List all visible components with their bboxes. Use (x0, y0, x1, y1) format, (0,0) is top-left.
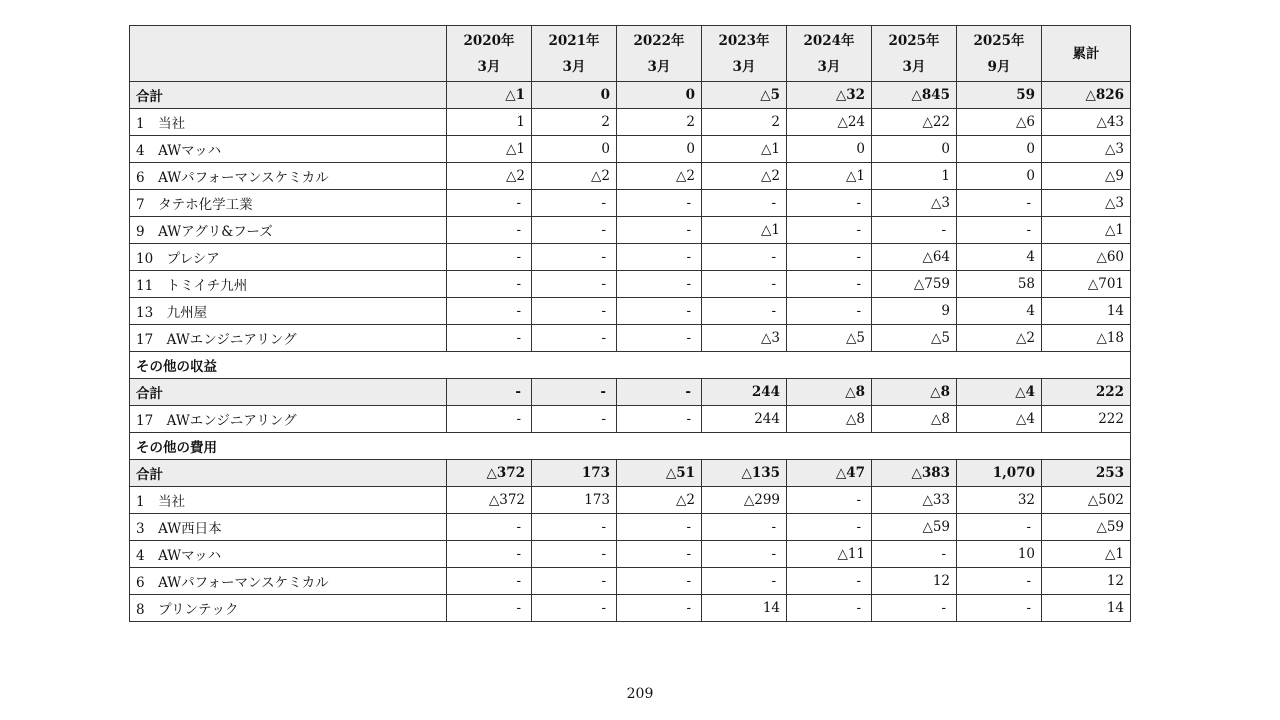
value-cell: - (872, 541, 957, 568)
row-label: 4 AWマッハ (130, 541, 447, 568)
value-cell: - (617, 568, 702, 595)
value-cell: △2 (957, 325, 1042, 352)
header-month: 9月 (987, 58, 1011, 75)
value-cell: - (787, 271, 872, 298)
value-cell: - (787, 190, 872, 217)
value-cell: △299 (702, 487, 787, 514)
value-cell: △3 (702, 325, 787, 352)
value-cell: △383 (872, 460, 957, 487)
value-cell: - (447, 298, 532, 325)
value-cell: - (787, 217, 872, 244)
value-cell: - (787, 244, 872, 271)
value-cell: 0 (957, 136, 1042, 163)
value-cell: - (532, 406, 617, 433)
value-cell: △8 (872, 406, 957, 433)
value-cell: △47 (787, 460, 872, 487)
value-cell: - (617, 595, 702, 622)
value-cell: △1 (702, 217, 787, 244)
subtotal-row (130, 460, 1131, 487)
header-year: 2022年 (633, 32, 685, 49)
value-cell: △5 (787, 325, 872, 352)
value-cell: △845 (872, 82, 957, 109)
header-row (130, 26, 1131, 82)
value-cell: - (447, 217, 532, 244)
value-cell: - (702, 244, 787, 271)
value-cell: △1 (447, 82, 532, 109)
value-cell: 1 (447, 109, 532, 136)
table-row (130, 109, 1131, 136)
row-label: 合計 (130, 379, 447, 406)
value-cell: 9 (872, 298, 957, 325)
value-cell: - (532, 244, 617, 271)
table-row (130, 190, 1131, 217)
table-row (130, 271, 1131, 298)
row-label: 1 当社 (130, 109, 447, 136)
row-label: 11 トミイチ九州 (130, 271, 447, 298)
value-cell: - (532, 541, 617, 568)
value-cell: 1 (872, 163, 957, 190)
value-cell: - (447, 541, 532, 568)
value-cell: △2 (617, 163, 702, 190)
value-cell: △43 (1042, 109, 1131, 136)
table-row (130, 568, 1131, 595)
value-cell: - (617, 190, 702, 217)
value-cell: - (617, 325, 702, 352)
value-cell: 58 (957, 271, 1042, 298)
value-cell: - (702, 190, 787, 217)
header-column (957, 26, 1042, 82)
value-cell: 10 (957, 541, 1042, 568)
row-label: 13 九州屋 (130, 298, 447, 325)
value-cell: - (532, 271, 617, 298)
value-cell: △33 (872, 487, 957, 514)
value-cell: - (447, 244, 532, 271)
value-cell: - (872, 595, 957, 622)
value-cell: - (532, 298, 617, 325)
value-cell: △1 (702, 136, 787, 163)
value-cell: 14 (1042, 298, 1131, 325)
data-table (129, 25, 1131, 622)
value-cell: 0 (787, 136, 872, 163)
value-cell: - (702, 298, 787, 325)
header-month: 3月 (902, 58, 926, 75)
value-cell: 173 (532, 460, 617, 487)
value-cell: - (532, 217, 617, 244)
value-cell: - (957, 190, 1042, 217)
value-cell: △3 (1042, 190, 1131, 217)
value-cell: - (532, 325, 617, 352)
value-cell: - (447, 190, 532, 217)
value-cell: △135 (702, 460, 787, 487)
table-row (130, 298, 1131, 325)
value-cell: △1 (787, 163, 872, 190)
value-cell: △826 (1042, 82, 1131, 109)
value-cell: - (957, 568, 1042, 595)
value-cell: - (447, 379, 532, 406)
header-column (617, 26, 702, 82)
value-cell: - (447, 568, 532, 595)
value-cell: 244 (702, 406, 787, 433)
value-cell: △1 (1042, 541, 1131, 568)
table-row (130, 217, 1131, 244)
value-cell: △11 (787, 541, 872, 568)
value-cell: - (617, 541, 702, 568)
value-cell: △1 (1042, 217, 1131, 244)
value-cell: 12 (872, 568, 957, 595)
value-cell: - (532, 568, 617, 595)
value-cell: △5 (702, 82, 787, 109)
row-label: 合計 (130, 82, 447, 109)
value-cell: 0 (617, 82, 702, 109)
header-year: 2023年 (718, 32, 770, 49)
row-label: 1 当社 (130, 487, 447, 514)
row-label: 6 AWパフォーマンスケミカル (130, 163, 447, 190)
value-cell: △1 (447, 136, 532, 163)
header-month: 3月 (562, 58, 586, 75)
header-month: 3月 (817, 58, 841, 75)
value-cell: 0 (617, 136, 702, 163)
value-cell: - (617, 514, 702, 541)
value-cell: △3 (1042, 136, 1131, 163)
header-month: 3月 (647, 58, 671, 75)
table-row (130, 136, 1131, 163)
value-cell: - (532, 595, 617, 622)
value-cell: - (702, 271, 787, 298)
table-row (130, 325, 1131, 352)
value-cell: △502 (1042, 487, 1131, 514)
value-cell: 59 (957, 82, 1042, 109)
value-cell: △22 (872, 109, 957, 136)
value-cell: △2 (447, 163, 532, 190)
table-row (130, 514, 1131, 541)
value-cell: △2 (702, 163, 787, 190)
header-column (532, 26, 617, 82)
value-cell: 244 (702, 379, 787, 406)
value-cell: △372 (447, 460, 532, 487)
subtotal-row (130, 82, 1131, 109)
value-cell: - (617, 217, 702, 244)
header-year: 2024年 (803, 32, 855, 49)
value-cell: - (957, 595, 1042, 622)
header-total: 累計 (1042, 26, 1131, 82)
table-body (130, 82, 1131, 622)
value-cell: - (702, 541, 787, 568)
header-month: 3月 (477, 58, 501, 75)
header-column (787, 26, 872, 82)
value-cell: 1,070 (957, 460, 1042, 487)
value-cell: △4 (957, 379, 1042, 406)
value-cell: - (447, 595, 532, 622)
header-label-cell (130, 26, 447, 82)
value-cell: 2 (702, 109, 787, 136)
header-year: 2021年 (548, 32, 600, 49)
table-row (130, 595, 1131, 622)
value-cell: - (447, 514, 532, 541)
value-cell: - (957, 217, 1042, 244)
value-cell: - (872, 217, 957, 244)
header-column (447, 26, 532, 82)
row-label: 10 プレシア (130, 244, 447, 271)
value-cell: - (617, 406, 702, 433)
value-cell: - (787, 595, 872, 622)
value-cell: △759 (872, 271, 957, 298)
value-cell: - (532, 379, 617, 406)
row-label: その他の収益 (130, 352, 1131, 379)
row-label: 4 AWマッハ (130, 136, 447, 163)
value-cell: △5 (872, 325, 957, 352)
header-column (872, 26, 957, 82)
row-label: 8 プリンテック (130, 595, 447, 622)
section-row (130, 433, 1131, 460)
value-cell: 4 (957, 298, 1042, 325)
row-label: 7 タテホ化学工業 (130, 190, 447, 217)
value-cell: - (787, 298, 872, 325)
table-row (130, 163, 1131, 190)
value-cell: 4 (957, 244, 1042, 271)
value-cell: △701 (1042, 271, 1131, 298)
value-cell: 0 (532, 136, 617, 163)
value-cell: - (447, 271, 532, 298)
value-cell: - (447, 325, 532, 352)
table-row (130, 541, 1131, 568)
value-cell: △9 (1042, 163, 1131, 190)
header-month: 3月 (732, 58, 756, 75)
table-row (130, 406, 1131, 433)
value-cell: △4 (957, 406, 1042, 433)
row-label: 17 AWエンジニアリング (130, 325, 447, 352)
value-cell: - (702, 514, 787, 541)
value-cell: - (532, 514, 617, 541)
value-cell: △32 (787, 82, 872, 109)
value-cell: - (787, 514, 872, 541)
table-header (130, 26, 1131, 82)
value-cell: 173 (532, 487, 617, 514)
value-cell: △59 (872, 514, 957, 541)
value-cell: 222 (1042, 406, 1131, 433)
value-cell: △2 (532, 163, 617, 190)
row-label: 6 AWパフォーマンスケミカル (130, 568, 447, 595)
value-cell: 2 (532, 109, 617, 136)
value-cell: 253 (1042, 460, 1131, 487)
value-cell: △8 (872, 379, 957, 406)
row-label: 3 AW西日本 (130, 514, 447, 541)
value-cell: 0 (872, 136, 957, 163)
table-row (130, 244, 1131, 271)
value-cell: △51 (617, 460, 702, 487)
value-cell: 2 (617, 109, 702, 136)
header-year: 2025年 (888, 32, 940, 49)
value-cell: △60 (1042, 244, 1131, 271)
section-row (130, 352, 1131, 379)
page-number: 209 (626, 686, 654, 702)
value-cell: 32 (957, 487, 1042, 514)
value-cell: - (787, 568, 872, 595)
value-cell: △8 (787, 379, 872, 406)
value-cell: △2 (617, 487, 702, 514)
value-cell: - (617, 271, 702, 298)
value-cell: △59 (1042, 514, 1131, 541)
row-label: 17 AWエンジニアリング (130, 406, 447, 433)
header-year: 2020年 (463, 32, 515, 49)
value-cell: △3 (872, 190, 957, 217)
value-cell: 222 (1042, 379, 1131, 406)
value-cell: △6 (957, 109, 1042, 136)
value-cell: - (617, 298, 702, 325)
header-column (702, 26, 787, 82)
value-cell: 0 (532, 82, 617, 109)
subtotal-row (130, 379, 1131, 406)
value-cell: 14 (702, 595, 787, 622)
value-cell: - (617, 379, 702, 406)
value-cell: 0 (957, 163, 1042, 190)
row-label: その他の費用 (130, 433, 1131, 460)
value-cell: △8 (787, 406, 872, 433)
value-cell: 12 (1042, 568, 1131, 595)
value-cell: - (532, 190, 617, 217)
value-cell: - (957, 514, 1042, 541)
row-label: 合計 (130, 460, 447, 487)
value-cell: - (617, 244, 702, 271)
value-cell: - (702, 568, 787, 595)
header-year: 2025年 (973, 32, 1025, 49)
value-cell: - (787, 487, 872, 514)
row-label: 9 AWアグリ&フーズ (130, 217, 447, 244)
value-cell: - (447, 406, 532, 433)
value-cell: △24 (787, 109, 872, 136)
value-cell: △64 (872, 244, 957, 271)
value-cell: △18 (1042, 325, 1131, 352)
table-row (130, 487, 1131, 514)
value-cell: △372 (447, 487, 532, 514)
value-cell: 14 (1042, 595, 1131, 622)
